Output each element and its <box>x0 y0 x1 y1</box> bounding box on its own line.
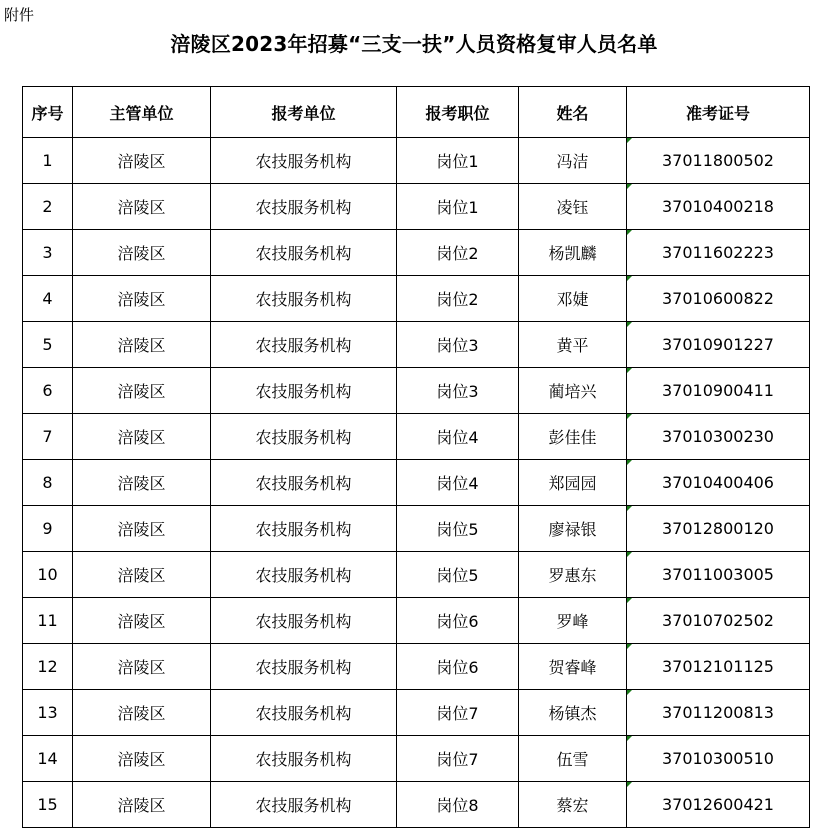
cell-applied-position: 岗位3 <box>397 322 519 368</box>
cell-name: 蔺培兴 <box>519 368 627 414</box>
cell-applied-position: 岗位6 <box>397 598 519 644</box>
cell-applied-unit: 农技服务机构 <box>211 598 397 644</box>
cell-supervisor: 涪陵区 <box>73 644 211 690</box>
cell-exam-id: 37011602223 <box>627 230 810 276</box>
cell-exam-id: 37011200813 <box>627 690 810 736</box>
cell-name: 廖禄银 <box>519 506 627 552</box>
cell-supervisor: 涪陵区 <box>73 276 211 322</box>
cell-applied-unit: 农技服务机构 <box>211 184 397 230</box>
cell-supervisor: 涪陵区 <box>73 782 211 828</box>
cell-seq: 7 <box>23 414 73 460</box>
table-row <box>23 552 810 598</box>
table-row <box>23 276 810 322</box>
cell-name: 冯洁 <box>519 138 627 184</box>
cell-exam-id: 37010400218 <box>627 184 810 230</box>
cell-supervisor: 涪陵区 <box>73 690 211 736</box>
cell-supervisor: 涪陵区 <box>73 368 211 414</box>
cell-seq: 10 <box>23 552 73 598</box>
candidate-table <box>22 86 810 828</box>
cell-exam-id: 37010600822 <box>627 276 810 322</box>
header-exam-id: 准考证号 <box>627 87 810 138</box>
cell-exam-id: 37012600421 <box>627 782 810 828</box>
cell-supervisor: 涪陵区 <box>73 506 211 552</box>
cell-supervisor: 涪陵区 <box>73 322 211 368</box>
cell-applied-position: 岗位7 <box>397 690 519 736</box>
table-row <box>23 598 810 644</box>
cell-applied-unit: 农技服务机构 <box>211 460 397 506</box>
cell-seq: 6 <box>23 368 73 414</box>
cell-applied-position: 岗位2 <box>397 276 519 322</box>
cell-exam-id: 37010901227 <box>627 322 810 368</box>
cell-name: 杨镇杰 <box>519 690 627 736</box>
cell-seq: 4 <box>23 276 73 322</box>
cell-name: 凌钰 <box>519 184 627 230</box>
cell-exam-id: 37011003005 <box>627 552 810 598</box>
table-row <box>23 736 810 782</box>
cell-applied-unit: 农技服务机构 <box>211 414 397 460</box>
page-title: 涪陵区2023年招募“三支一扶”人员资格复审人员名单 <box>170 32 658 56</box>
cell-seq: 1 <box>23 138 73 184</box>
table-row <box>23 414 810 460</box>
cell-name: 邓婕 <box>519 276 627 322</box>
table-row <box>23 184 810 230</box>
cell-seq: 13 <box>23 690 73 736</box>
cell-applied-position: 岗位7 <box>397 736 519 782</box>
cell-supervisor: 涪陵区 <box>73 184 211 230</box>
cell-name: 罗惠东 <box>519 552 627 598</box>
cell-supervisor: 涪陵区 <box>73 230 211 276</box>
cell-applied-unit: 农技服务机构 <box>211 138 397 184</box>
cell-seq: 9 <box>23 506 73 552</box>
cell-seq: 2 <box>23 184 73 230</box>
cell-applied-position: 岗位4 <box>397 414 519 460</box>
cell-applied-position: 岗位4 <box>397 460 519 506</box>
table-row <box>23 322 810 368</box>
cell-name: 黄平 <box>519 322 627 368</box>
cell-name: 贺睿峰 <box>519 644 627 690</box>
cell-applied-position: 岗位2 <box>397 230 519 276</box>
cell-applied-unit: 农技服务机构 <box>211 322 397 368</box>
cell-name: 伍雪 <box>519 736 627 782</box>
cell-seq: 5 <box>23 322 73 368</box>
header-applied-unit: 报考单位 <box>211 87 397 138</box>
header-supervisor: 主管单位 <box>73 87 211 138</box>
header-applied-position: 报考职位 <box>397 87 519 138</box>
attachment-label: 附件 <box>4 6 35 24</box>
cell-seq: 14 <box>23 736 73 782</box>
cell-applied-position: 岗位3 <box>397 368 519 414</box>
cell-supervisor: 涪陵区 <box>73 736 211 782</box>
cell-applied-unit: 农技服务机构 <box>211 368 397 414</box>
cell-seq: 8 <box>23 460 73 506</box>
table-row <box>23 230 810 276</box>
table-row <box>23 138 810 184</box>
cell-supervisor: 涪陵区 <box>73 414 211 460</box>
cell-applied-unit: 农技服务机构 <box>211 782 397 828</box>
cell-seq: 11 <box>23 598 73 644</box>
cell-applied-unit: 农技服务机构 <box>211 736 397 782</box>
cell-applied-position: 岗位8 <box>397 782 519 828</box>
table-row <box>23 644 810 690</box>
cell-applied-unit: 农技服务机构 <box>211 506 397 552</box>
cell-supervisor: 涪陵区 <box>73 138 211 184</box>
table-row <box>23 460 810 506</box>
cell-seq: 15 <box>23 782 73 828</box>
cell-exam-id: 37010900411 <box>627 368 810 414</box>
cell-exam-id: 37010300230 <box>627 414 810 460</box>
cell-applied-unit: 农技服务机构 <box>211 690 397 736</box>
table-row <box>23 368 810 414</box>
table-row <box>23 506 810 552</box>
table-row <box>23 782 810 828</box>
cell-exam-id: 37010400406 <box>627 460 810 506</box>
table-header-row <box>23 87 810 138</box>
cell-applied-unit: 农技服务机构 <box>211 230 397 276</box>
cell-name: 彭佳佳 <box>519 414 627 460</box>
cell-applied-position: 岗位1 <box>397 184 519 230</box>
cell-exam-id: 37011800502 <box>627 138 810 184</box>
cell-applied-position: 岗位6 <box>397 644 519 690</box>
cell-seq: 12 <box>23 644 73 690</box>
cell-applied-position: 岗位1 <box>397 138 519 184</box>
table-row <box>23 690 810 736</box>
header-name: 姓名 <box>519 87 627 138</box>
cell-name: 杨凯麟 <box>519 230 627 276</box>
cell-name: 蔡宏 <box>519 782 627 828</box>
cell-applied-unit: 农技服务机构 <box>211 552 397 598</box>
cell-exam-id: 37010300510 <box>627 736 810 782</box>
header-seq: 序号 <box>23 87 73 138</box>
cell-seq: 3 <box>23 230 73 276</box>
cell-applied-position: 岗位5 <box>397 506 519 552</box>
cell-applied-position: 岗位5 <box>397 552 519 598</box>
cell-supervisor: 涪陵区 <box>73 552 211 598</box>
cell-applied-unit: 农技服务机构 <box>211 276 397 322</box>
cell-applied-unit: 农技服务机构 <box>211 644 397 690</box>
cell-supervisor: 涪陵区 <box>73 460 211 506</box>
cell-supervisor: 涪陵区 <box>73 598 211 644</box>
cell-name: 郑园园 <box>519 460 627 506</box>
cell-name: 罗峰 <box>519 598 627 644</box>
cell-exam-id: 37012800120 <box>627 506 810 552</box>
cell-exam-id: 37010702502 <box>627 598 810 644</box>
cell-exam-id: 37012101125 <box>627 644 810 690</box>
